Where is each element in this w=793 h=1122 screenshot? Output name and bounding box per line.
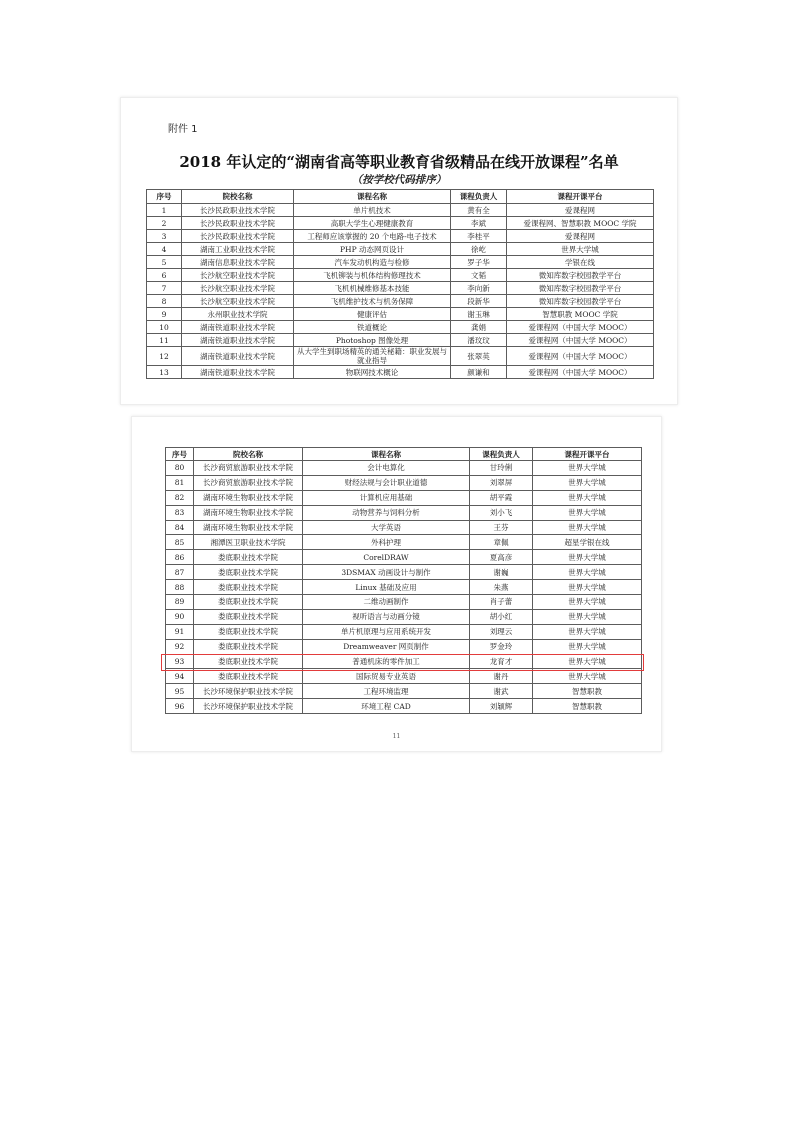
school-name-cell: 湖南环境生物职业技术学院 [194,505,303,520]
course-name-cell: Dreamweaver 网页制作 [303,639,470,654]
platform-cell: 爱课程网（中国大学 MOOC） [507,347,654,366]
row-number-cell: 11 [147,334,182,347]
platform-cell: 世界大学城 [533,639,642,654]
school-name-cell: 湘潭医卫职业技术学院 [194,535,303,550]
platform-cell: 世界大学城 [507,243,654,256]
school-name-cell: 娄底职业技术学院 [194,639,303,654]
row-number-cell: 3 [147,230,182,243]
table-row [166,490,642,505]
table-row [166,461,642,476]
row-number-cell: 96 [166,699,194,714]
table-row [147,347,654,366]
table-row [147,321,654,334]
row-number-cell: 85 [166,535,194,550]
course-lead-cell: 段新华 [451,295,507,308]
row-number-cell: 81 [166,475,194,490]
course-name-cell: 外科护理 [303,535,470,550]
school-name-cell: 湖南铁道职业技术学院 [182,321,294,334]
course-name-cell: 视听语言与动画分镜 [303,609,470,624]
annex-label: 附件 1 [168,124,198,135]
table-row [147,282,654,295]
row-number-cell: 2 [147,217,182,230]
platform-cell: 爱课程网 [507,230,654,243]
table-body-top [147,204,654,379]
school-name-cell: 娄底职业技术学院 [194,624,303,639]
row-number-cell: 8 [147,295,182,308]
course-name-cell: 计算机应用基础 [303,490,470,505]
platform-cell: 爱课程网（中国大学 MOOC） [507,321,654,334]
school-name-cell: 湖南工业职业技术学院 [182,243,294,256]
row-number-cell: 7 [147,282,182,295]
school-name-cell: 湖南信息职业技术学院 [182,256,294,269]
row-number-cell: 91 [166,624,194,639]
course-name-cell: 会计电算化 [303,461,470,476]
table-row-highlighted [166,654,642,669]
table-row [166,565,642,580]
course-lead-cell: 罗子华 [451,256,507,269]
course-name-cell: 3DSMAX 动画设计与制作 [303,565,470,580]
course-name-cell: 单片机技术 [294,204,451,217]
row-number-cell: 90 [166,609,194,624]
table-row [147,204,654,217]
school-name-cell: 湖南铁道职业技术学院 [182,366,294,379]
platform-cell: 学银在线 [507,256,654,269]
row-number-cell: 82 [166,490,194,505]
course-name-cell: 高职大学生心理健康教育 [294,217,451,230]
course-lead-cell: 章佩 [470,535,533,550]
row-number-cell: 83 [166,505,194,520]
course-name-cell: 飞机维护技术与机务保障 [294,295,451,308]
school-name-cell: 娄底职业技术学院 [194,580,303,595]
school-name-cell: 长沙商贸旅游职业技术学院 [194,475,303,490]
platform-cell: 世界大学城 [533,550,642,565]
course-name-cell: 工程环境监理 [303,684,470,699]
column-header-platform: 课程开课平台 [533,448,642,461]
row-number-cell: 12 [147,347,182,366]
row-number-cell: 84 [166,520,194,535]
top-card [120,97,678,405]
platform-cell: 智慧职教 [533,699,642,714]
school-name-cell: 长沙商贸旅游职业技术学院 [194,461,303,476]
course-name-cell: Photoshop 图像处理 [294,334,451,347]
table-row [166,684,642,699]
platform-cell: 微知库数字校园教学平台 [507,295,654,308]
course-name-cell: 汽车发动机构造与检修 [294,256,451,269]
table-row [147,334,654,347]
platform-cell: 微知库数字校园教学平台 [507,282,654,295]
school-name-cell: 湖南环境生物职业技术学院 [194,520,303,535]
course-lead-cell: 胡平霞 [470,490,533,505]
course-name-cell: CorelDRAW [303,550,470,565]
platform-cell: 爱课程网（中国大学 MOOC） [507,366,654,379]
row-number-cell: 4 [147,243,182,256]
course-lead-cell: 胡小红 [470,609,533,624]
platform-cell: 爱课程网（中国大学 MOOC） [507,334,654,347]
course-lead-cell: 王芬 [470,520,533,535]
course-lead-cell: 徐屹 [451,243,507,256]
document-subtitle: （按学校代码排序） [351,174,447,186]
course-lead-cell: 夏高彦 [470,550,533,565]
platform-cell: 世界大学城 [533,595,642,610]
column-header-lead: 课程负责人 [451,190,507,204]
course-name-cell: 从大学生到职场精英的通关秘籍：职业发展与就业指导 [294,347,451,366]
table-row [147,230,654,243]
school-name-cell: 长沙航空职业技术学院 [182,295,294,308]
table-header-row [166,448,642,461]
platform-cell: 智慧职教 MOOC 学院 [507,308,654,321]
course-lead-cell: 龙育才 [470,654,533,669]
table-row [147,295,654,308]
table-body-bottom [166,461,642,714]
course-name-cell: 二维动画制作 [303,595,470,610]
platform-cell: 世界大学城 [533,654,642,669]
table-row [166,520,642,535]
course-table-bottom [165,447,642,714]
platform-cell: 世界大学城 [533,475,642,490]
course-lead-cell: 李斌 [451,217,507,230]
platform-cell: 微知库数字校园教学平台 [507,269,654,282]
course-lead-cell: 潘玟玟 [451,334,507,347]
course-name-cell: 普通机床的零件加工 [303,654,470,669]
course-name-cell: 动物营养与饲料分析 [303,505,470,520]
course-lead-cell: 谢武 [470,684,533,699]
platform-cell: 爱课程网、智慧职教 MOOC 学院 [507,217,654,230]
school-name-cell: 娄底职业技术学院 [194,550,303,565]
table-row [147,269,654,282]
course-name-cell: 环境工程 CAD [303,699,470,714]
course-name-cell: 工程师应该掌握的 20 个电路-电子技术 [294,230,451,243]
row-number-cell: 95 [166,684,194,699]
course-lead-cell: 刘颖辉 [470,699,533,714]
course-lead-cell: 黄有全 [451,204,507,217]
row-number-cell: 10 [147,321,182,334]
table-row [166,669,642,684]
table-row [147,217,654,230]
platform-cell: 超星学银在线 [533,535,642,550]
school-name-cell: 永州职业技术学院 [182,308,294,321]
course-lead-cell: 谢巍 [470,565,533,580]
platform-cell: 世界大学城 [533,580,642,595]
row-number-cell: 1 [147,204,182,217]
platform-cell: 世界大学城 [533,669,642,684]
school-name-cell: 娄底职业技术学院 [194,595,303,610]
table-row [166,535,642,550]
school-name-cell: 长沙民政职业技术学院 [182,204,294,217]
course-table-top [146,189,654,379]
course-lead-cell: 文韬 [451,269,507,282]
row-number-cell: 5 [147,256,182,269]
row-number-cell: 87 [166,565,194,580]
row-number-cell: 88 [166,580,194,595]
bottom-card [131,416,662,752]
school-name-cell: 湖南铁道职业技术学院 [182,347,294,366]
table-row [166,609,642,624]
row-number-cell: 86 [166,550,194,565]
platform-cell: 世界大学城 [533,520,642,535]
row-number-cell: 80 [166,461,194,476]
table-row [147,243,654,256]
table-row [147,256,654,269]
course-name-cell: 健康评估 [294,308,451,321]
page-number: 11 [392,733,401,740]
course-lead-cell: 刘小飞 [470,505,533,520]
course-lead-cell: 肖子蕾 [470,595,533,610]
school-name-cell: 长沙环境保护职业技术学院 [194,684,303,699]
course-name-cell: PHP 动态网页设计 [294,243,451,256]
course-name-cell: 财经法规与会计职业道德 [303,475,470,490]
row-number-cell: 92 [166,639,194,654]
table-row [166,505,642,520]
column-header-course: 课程名称 [294,190,451,204]
table-row [166,624,642,639]
row-number-cell: 13 [147,366,182,379]
table-row [147,366,654,379]
school-name-cell: 娄底职业技术学院 [194,669,303,684]
course-lead-cell: 颜谦和 [451,366,507,379]
table-row [166,475,642,490]
school-name-cell: 长沙航空职业技术学院 [182,269,294,282]
table-header-row [147,190,654,204]
column-header-course: 课程名称 [303,448,470,461]
column-header-school: 院校名称 [194,448,303,461]
platform-cell: 智慧职教 [533,684,642,699]
platform-cell: 世界大学城 [533,490,642,505]
course-lead-cell: 龚娟 [451,321,507,334]
table-row [166,550,642,565]
course-name-cell: 飞机机械维修基本技能 [294,282,451,295]
column-header-platform: 课程开课平台 [507,190,654,204]
course-lead-cell: 李向新 [451,282,507,295]
platform-cell: 世界大学城 [533,624,642,639]
table-row [166,699,642,714]
row-number-cell: 94 [166,669,194,684]
course-lead-cell: 李桂平 [451,230,507,243]
course-name-cell: 大学英语 [303,520,470,535]
course-lead-cell: 刘理云 [470,624,533,639]
platform-cell: 世界大学城 [533,505,642,520]
course-lead-cell: 谢玉琳 [451,308,507,321]
school-name-cell: 娄底职业技术学院 [194,565,303,580]
course-name-cell: 铁道概论 [294,321,451,334]
platform-cell: 世界大学城 [533,565,642,580]
school-name-cell: 湖南铁道职业技术学院 [182,334,294,347]
table-row [147,308,654,321]
document-title: 2018 年认定的“湖南省高等职业教育省级精品在线开放课程”名单 [179,153,619,171]
platform-cell: 世界大学城 [533,461,642,476]
platform-cell: 爱课程网 [507,204,654,217]
course-lead-cell: 甘玲俐 [470,461,533,476]
column-header-school: 院校名称 [182,190,294,204]
row-number-cell: 89 [166,595,194,610]
column-header-number: 序号 [147,190,182,204]
course-name-cell: Linux 基础及应用 [303,580,470,595]
table-row [166,595,642,610]
platform-cell: 世界大学城 [533,609,642,624]
school-name-cell: 长沙环境保护职业技术学院 [194,699,303,714]
course-lead-cell: 谢丹 [470,669,533,684]
column-header-lead: 课程负责人 [470,448,533,461]
course-name-cell: 物联网技术概论 [294,366,451,379]
course-lead-cell: 朱燕 [470,580,533,595]
column-header-number: 序号 [166,448,194,461]
row-number-cell: 93 [166,654,194,669]
school-name-cell: 娄底职业技术学院 [194,654,303,669]
table-row [166,580,642,595]
course-lead-cell: 罗金玲 [470,639,533,654]
school-name-cell: 长沙民政职业技术学院 [182,217,294,230]
course-name-cell: 单片机原理与应用系统开发 [303,624,470,639]
school-name-cell: 长沙民政职业技术学院 [182,230,294,243]
school-name-cell: 湖南环境生物职业技术学院 [194,490,303,505]
course-name-cell: 国际贸易专业英语 [303,669,470,684]
school-name-cell: 娄底职业技术学院 [194,609,303,624]
course-lead-cell: 刘翠屏 [470,475,533,490]
course-name-cell: 飞机铆装与机体结构修理技术 [294,269,451,282]
school-name-cell: 长沙航空职业技术学院 [182,282,294,295]
course-lead-cell: 张翠英 [451,347,507,366]
row-number-cell: 9 [147,308,182,321]
table-row [166,639,642,654]
row-number-cell: 6 [147,269,182,282]
